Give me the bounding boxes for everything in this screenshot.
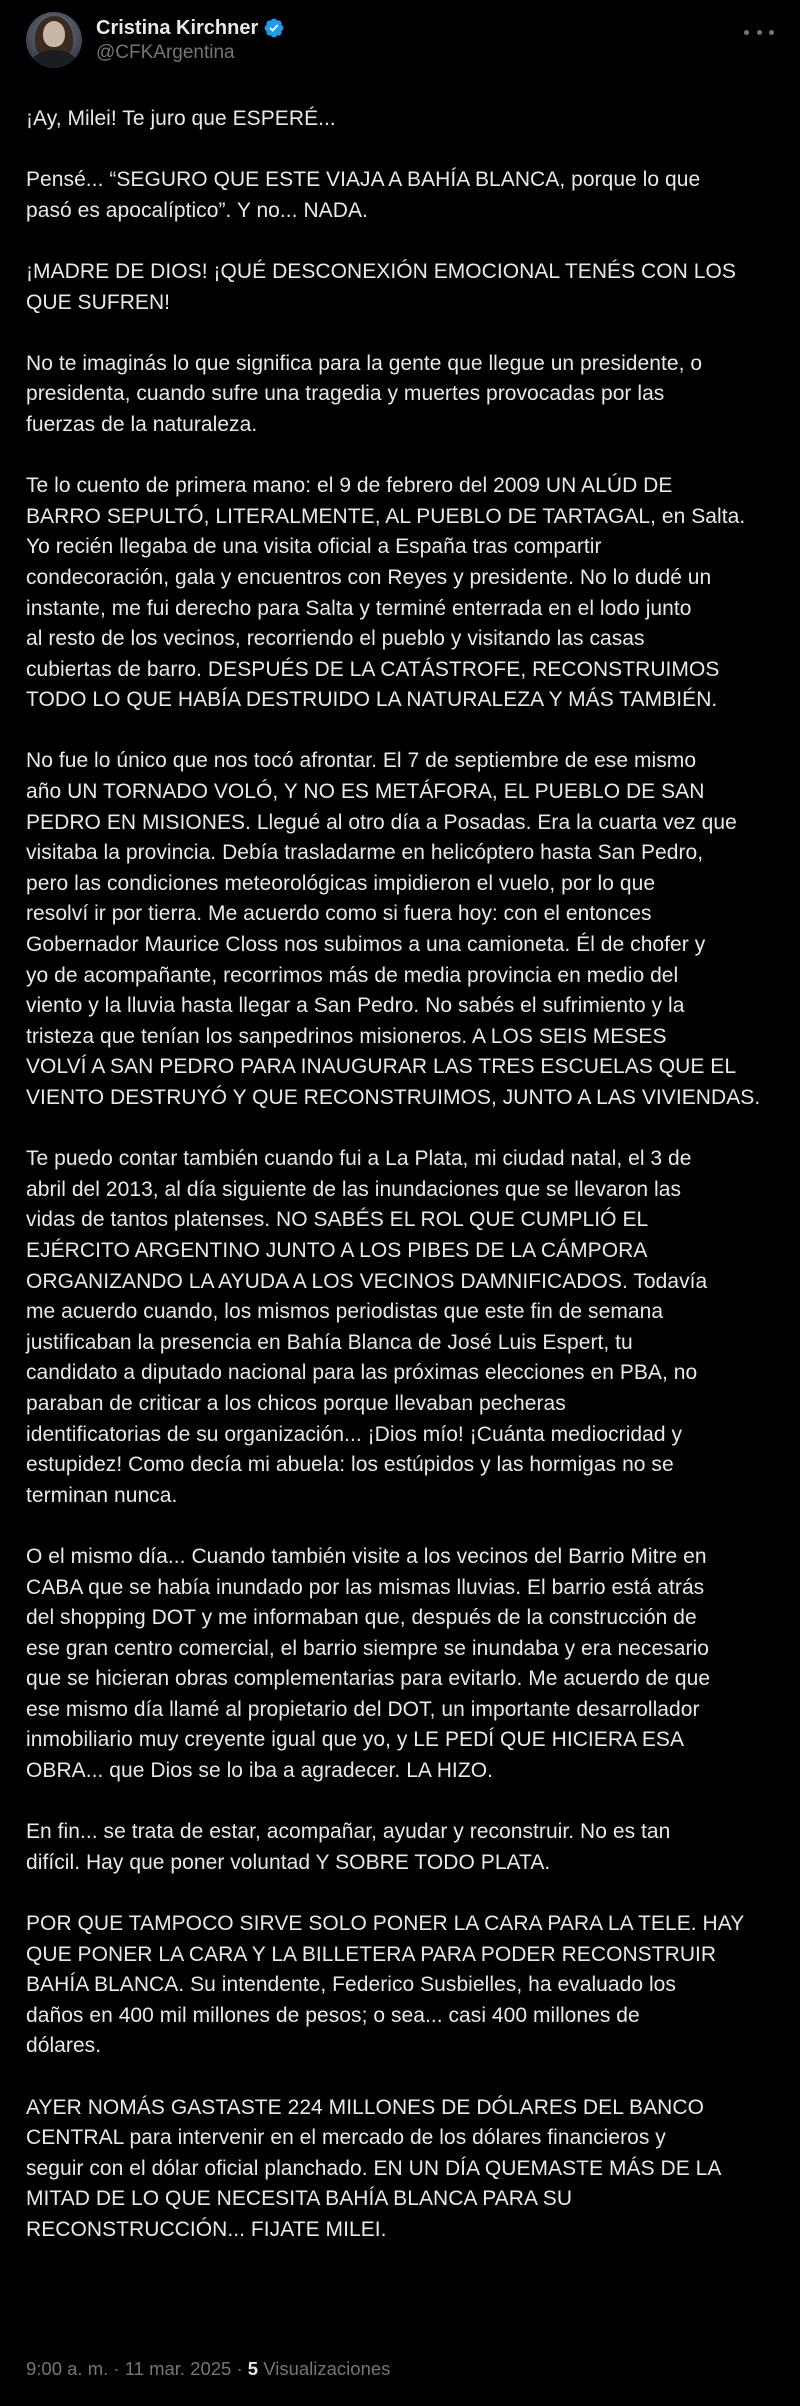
dot: [757, 30, 762, 35]
author-identity: [96, 16, 285, 65]
tweet-paragraph: AYER NOMÁS GASTASTE 224 MILLONES DE DÓLARES DEL BANCO CENTRAL para intervenir en el mercado de los dólares financieros y seguir con el dólar oficial planchado. EN UN DÍA QUEMASTE MÁS DE LA MITAD DE LO QUE NECESITA BAHÍA BLANCA PARA SU RECONSTRUCCIÓN... FIJATE MILEI.: [26, 2095, 722, 2241]
tweet-text: [26, 104, 774, 2246]
tweet-header: [26, 12, 774, 76]
author-avatar[interactable]: [26, 12, 82, 68]
author-handle[interactable]: @CFKArgentina: [96, 42, 235, 63]
views-count: 5: [247, 2358, 259, 2379]
dot: [769, 30, 774, 35]
views-label: Visualizaciones: [258, 2358, 391, 2379]
author-name-row: [96, 16, 285, 40]
tweet-paragraph: POR QUE TAMPOCO SIRVE SOLO PONER LA CARA PARA LA TELE. HAY QUE PONER LA CARA Y LA BILLETERA PARA PODER RECONSTRUIR BAHÍA BLANCA. Su intendente, Federico Susbielles, ha evaluado los daños en 400 mil millones de pesos; o sea... casi 400 millones de dólares.: [26, 1912, 745, 2058]
author-display-name[interactable]: Cristina Kirchner: [96, 17, 259, 39]
avatar-face: [43, 21, 65, 47]
more-options-icon[interactable]: [744, 20, 774, 44]
meta-separator: ·: [108, 2358, 125, 2379]
tweet-paragraph: ¡MADRE DE DIOS! ¡QUÉ DESCONEXIÓN EMOCIONAL TENÉS CON LOS QUE SUFREN!: [26, 259, 736, 314]
tweet-paragraph: Pensé... “SEGURO QUE ESTE VIAJA A BAHÍA BLANCA, porque lo que pasó es apocalíptico”. Y no... NADA.: [26, 168, 701, 222]
verified-badge-icon[interactable]: [263, 17, 285, 39]
tweet-paragraph: En fin... se trata de estar, acompañar, ayudar y reconstruir. No es tan difícil. Hay que poner voluntad Y SOBRE TODO PLATA.: [26, 1820, 671, 1874]
dot: [744, 30, 749, 35]
tweet-time[interactable]: 9:00 a. m.: [26, 2358, 109, 2379]
tweet-date[interactable]: 11 mar. 2025: [124, 2358, 232, 2379]
tweet-paragraph: No fue lo único que nos tocó afrontar. El 7 de septiembre de ese mismo año UN TORNADO VOLÓ, Y NO ES METÁFORA, EL PUEBLO DE SAN PEDRO EN MISIONES. Llegué al otro día a Posadas. Era la cuarta vez que visitaba la provincia. Debía trasladarme en helicóptero hasta San Pedro, pero las condiciones meteorológicas impidieron el vuelo, por lo que resolví ir por tierra. Me acuerdo como si fuera hoy: con el entonces Gobernador Maurice Closs nos subimos a una camioneta. Él de chofer y yo de acompañante, recorrimos más de media provincia en medio del viento y la lluvia hasta llegar a San Pedro. No sabés el sufrimiento y la tristeza que tenían los sanpedrinos misioneros. A LOS SEIS MESES VOLVÍ A SAN PEDRO PARA INAUGURAR LAS TRES ESCUELAS QUE EL VIENTO DESTRUYÓ Y QUE RECONSTRUIMOS, JUNTO A LAS VIVIENDAS.: [26, 749, 761, 1109]
tweet-paragraph: No te imaginás lo que significa para la gente que llegue un presidente, o presidenta, cuando sufre una tragedia y muertes provocadas por las fuerzas de la naturaleza.: [26, 351, 703, 436]
meta-separator: ·: [231, 2358, 248, 2379]
tweet-paragraph: Te lo cuento de primera mano: el 9 de febrero del 2009 UN ALÚD DE BARRO SEPULTÓ, LITERALMENTE, AL PUEBLO DE TARTAGAL, en Salta. Yo recién llegaba de una visita oficial a España tras compartir condecoración, gala y encuentros con Reyes y presidente. No lo dudé un instante, me fui derecho para Salta y terminé enterrada en el lodo junto al resto de los vecinos, recorriendo el pueblo y visitando las casas cubiertas de barro. DESPUÉS DE LA CATÁSTROFE, RECONSTRUIMOS TODO LO QUE HABÍA DESTRUIDO LA NATURALEZA Y MÁS TAMBIÉN.: [26, 474, 746, 712]
tweet-meta: [26, 2357, 390, 2381]
tweet-paragraph: Te puedo contar también cuando fui a La Plata, mi ciudad natal, el 3 de abril del 2013, al día siguiente de las inundaciones que se llevaron las vidas de tantos platenses. NO SABÉS EL ROL QUE CUMPLIÓ EL EJÉRCITO ARGENTINO JUNTO A LOS PIBES DE LA CÁMPORA ORGANIZANDO LA AYUDA A LOS VECINOS DAMNIFICADOS. Todavía me acuerdo cuando, los mismos periodistas que este fin de semana justificaban la presencia en Bahía Blanca de José Luis Espert, tu candidato a diputado nacional para las próximas elecciones en PBA, no paraban de criticar a los chicos porque llevaban pecheras identificatorias de su organización... ¡Dios mío! ¡Cuánta mediocridad y estupidez! Como decía mi abuela: los estúpidos y las hormigas no se terminan nunca.: [26, 1147, 708, 1507]
tweet-paragraph: ¡Ay, Milei! Te juro que ESPERÉ...: [26, 107, 336, 130]
tweet-paragraph: O el mismo día... Cuando también visite a los vecinos del Barrio Mitre en CABA que se había inundado por las mismas lluvias. El barrio está atrás del shopping DOT y me informaban que, después de la construcción de ese gran centro comercial, el barrio siempre se inundaba y era necesario que se hicieran obras complementarias para evitarlo. Me acuerdo de que ese mismo día llamé al propietario del DOT, un importante desarrollador inmobiliario muy creyente igual que yo, y LE PEDÍ QUE HICIERA ESA OBRA... que Dios se lo iba a agradecer. LA HIZO.: [26, 1544, 711, 1783]
